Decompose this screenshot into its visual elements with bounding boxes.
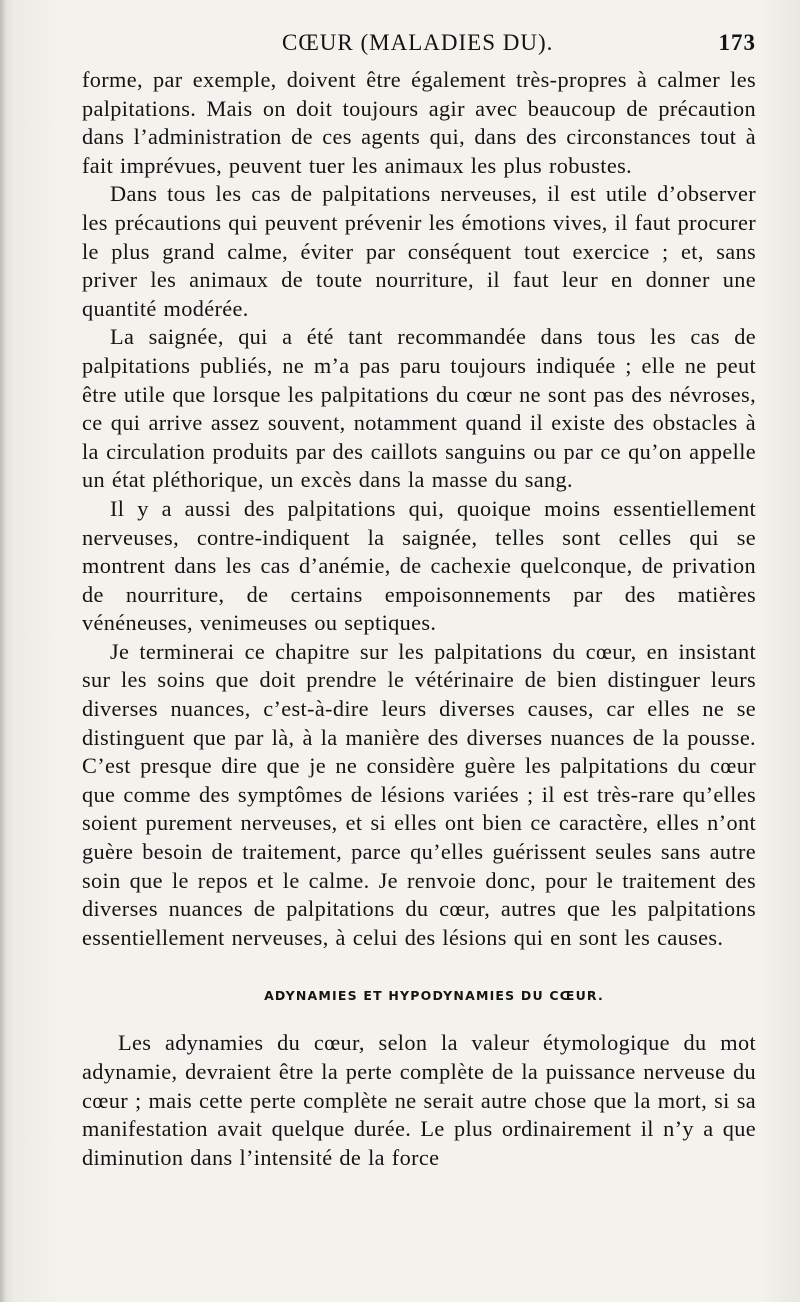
paragraph: Il y a aussi des palpitations qui, quoique moins essentiellement nerveuses, contre-indiquent la saignée, telles sont celles qui se montrent dans les cas d’anémie, de cachexie quelconque, de privation de nourriture, de certains empoisonnements par des matières vénéneuses, venimeuses ou septiques. xyxy=(82,495,756,636)
page-gutter-shadow xyxy=(0,0,6,1302)
paragraph: Les adynamies du cœur, selon la valeur étymologique du mot adynamie, devraient être la perte complète de la puissance nerveuse du cœur ; mais cette perte complète ne serait autre chose que la mort, si sa manifestation avait quelque durée. Le plus ordinairement il n’y a que diminution dans l’intensité de la force xyxy=(82,1030,756,1170)
section-body xyxy=(82,1029,756,1172)
paragraph-continued: forme, par exemple, doivent être également très-propres à calmer les palpitations. Mais on doit toujours agir avec beaucoup de précaution dans l’administration de ces agents qui, dans des circonstances tout à fait imprévues, peuvent tuer les animaux les plus robustes. xyxy=(82,67,756,178)
page-number: 173 xyxy=(718,30,756,55)
paragraph: La saignée, qui a été tant recommandée dans tous les cas de palpitations publiés, ne m’a pas paru toujours indiquée ; elle ne peut être utile que lorsque les palpitations du cœur ne sont pas des névroses, ce qui arrive assez souvent, notamment quand il existe des obstacles à la circulation produits par des caillots sanguins ou par ce qu’on appelle un état pléthorique, un excès dans la masse du sang. xyxy=(82,324,756,493)
running-title: CŒUR (MALADIES DU). xyxy=(282,30,554,55)
paragraph: Je terminerai ce chapitre sur les palpitations du cœur, en insistant sur les soins que doit prendre le vétérinaire de bien distinguer leurs diverses nuances, c’est-à-dire leurs diverses causes, car elles ne se distinguent que par là, à la manière des diverses nuances de la pousse. C’est presque dire que je ne considère guère les palpitations du cœur que comme des symptômes de lésions variées ; il est très-rare qu’elles soient purement nerveuses, et si elles ont bien ce caractère, elles n’ont guère besoin de traitement, parce qu’elles guérissent seules sans autre soin que le repos et le calme. Je renvoie donc, pour le traitement des diverses nuances de palpitations du cœur, autres que les palpitations essentiellement nerveuses, à celui des lésions qui en sont les causes. xyxy=(82,638,756,950)
running-head xyxy=(82,26,756,66)
section-heading: ADYNAMIES ET HYPODYNAMIES DU CŒUR. xyxy=(264,988,604,1004)
chapter-body xyxy=(82,66,756,952)
paragraph: Dans tous les cas de palpitations nerveuses, il est utile d’observer les précautions qui peuvent prévenir les émotions vives, il faut procurer le plus grand calme, éviter par conséquent tout exercice ; et, sans priver les animaux de toute nourriture, il faut leur en donner une quantité modérée. xyxy=(82,181,756,321)
